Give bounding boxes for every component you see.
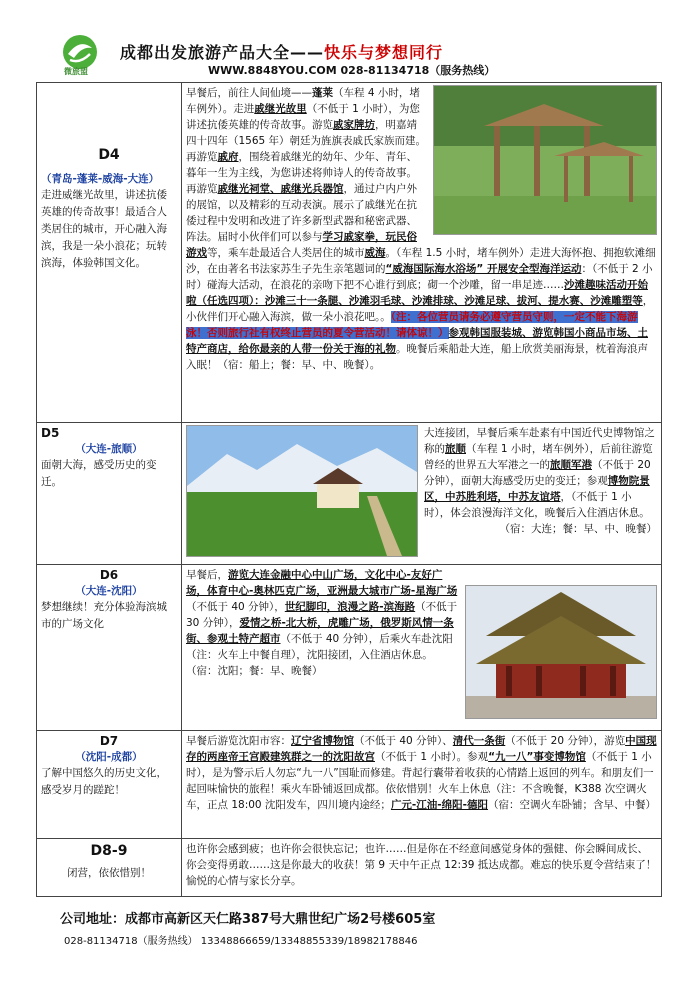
text-run: 也许你会感到疲；也许你会很快忘记；也许……但是你在不经意间感觉身体的强健、你会瞬间成长、你会变得勇敢……这是你最大的收获！第 9 天中午正点 12:39 抵达成都。难忘的快乐夏令营结束了！愉悦的心情与家长分享。 xyxy=(186,843,657,887)
place-binhai: 世纪脚印，浪漫之路-滨海路 xyxy=(284,601,416,613)
day-label: D7 xyxy=(99,734,119,748)
day-summary: 了解中国悠久的历史文化，感受岁月的蹉跎！ xyxy=(41,767,167,796)
text-run: ，通过户内户外的展馆，以及精彩的互动表演。展示了戚继光在抗倭过程中发明和改进了许多新型武器和秘密武器、阵法。届时小伙伴们可以参与 xyxy=(186,183,417,243)
place-bridge: 爱情之桥-北大桥，虎雕广场，俄罗斯风情一条街、参观土特产超市 xyxy=(186,617,454,645)
itinerary-table xyxy=(36,82,662,897)
activity-boxing: 学习戚家拳，玩民俗游戏 xyxy=(186,231,417,259)
text-run: 。（车程 1.5 小时，堵车例外）走进大海怀抱、拥抱软滩细沙，在由著名书法家苏生子先生亲笔题词的 xyxy=(186,247,656,275)
activity-beach: “威海国际海水浴场” 开展安全型海洋运动 xyxy=(385,263,582,275)
day-detail-cell xyxy=(182,731,662,839)
day-label: D4 xyxy=(98,147,120,163)
table-row xyxy=(37,839,662,897)
text-run: （不低于 30 分钟）， xyxy=(186,601,458,629)
day-route: （大连-旅顺） xyxy=(75,443,143,455)
text-run: （不低于 40 分钟）， xyxy=(186,601,285,613)
palace-photo xyxy=(465,585,657,719)
table-row xyxy=(37,565,662,731)
text-run: （不低于 1 小时），是为警示后人勿忘“九一八”国耻而修建。背起行囊带着收获的心情踏上返回的列车。和朋友们一起回味愉快的旅程！乘火车卧铺返回成都。依依惜别！火车上休息（注：不含晚餐，K388 次空调火车，正点 18:00 沈阳发车，四川境内途经； xyxy=(186,751,654,811)
table-row xyxy=(37,423,662,565)
text-run: 大连接团，早餐后乘车赴素有中国近代史博物馆之称的 xyxy=(424,427,655,455)
day-route: （沈阳-成都） xyxy=(75,751,143,763)
day-detail-cell xyxy=(182,565,662,731)
place-archway: 戚家牌坊 xyxy=(333,119,375,131)
day-label: D8-9 xyxy=(90,843,128,859)
text-run: （不低于 40 分钟）、 xyxy=(354,735,453,747)
train-route: 广元-江油-绵阳-德阳 xyxy=(390,799,489,811)
place-shrine: 戚继光祠堂、戚继光兵器馆 xyxy=(217,183,344,195)
text-run: ：（不低于 2 小时）碰海大活动，在浪花的亲吻下把不心谁行到底；砌一个沙雕，留一串足迹…… xyxy=(186,263,653,291)
text-run: 等，乘车赴最适合人类居住的城市 xyxy=(207,247,365,259)
day-summary: 梦想继续！充分体验海滨城市的广场文化 xyxy=(41,601,167,630)
day-detail-cell xyxy=(182,839,662,897)
day-route: （青岛-蓬莱-威海-大连） xyxy=(41,173,160,185)
safety-notice: （注：各位营员请务必遵守营员守则，一定不能下海游泳！否则旅行社有权终止营员的夏令营活动！请体谅！） xyxy=(186,311,638,339)
stay-info: （宿：大连；餐：早、中、晚餐） xyxy=(499,523,657,535)
place-squares: 游览大连金融中心中山广场，文化中心-友好广场，体育中心-奥林匹克广场，亚洲最大城市广场-星海广场 xyxy=(186,569,458,597)
page-header xyxy=(0,0,700,82)
place-port: 旅顺军港 xyxy=(550,459,592,471)
text-run: ，（不低于 1 小时），体会浪漫海洋文化，晚餐后入住酒店休息。 xyxy=(424,491,650,519)
day-detail-cell xyxy=(182,423,662,565)
place-qing-street: 清代一条街 xyxy=(452,735,506,747)
day-summary-cell xyxy=(37,839,182,897)
place-918-museum: “九一八”事变博物馆 xyxy=(488,751,586,763)
text-run: 早餐后游览沈阳市容： xyxy=(186,735,291,747)
text-run: ，明嘉靖四十四年（1565 年）朝廷为旌旗表戚氏家族而建。再游览 xyxy=(186,119,427,163)
text-run: 。晚餐后乘船赴大连，船上欣赏美丽海景，枕着海浪声入眠！（宿：船上；餐：早、中、晚餐）。 xyxy=(186,343,648,371)
text-run: （不低于 1 小时）。参观 xyxy=(375,751,489,763)
place-palace: 中国现存的两座帝王宫殿建筑群之一的沈阳故宫 xyxy=(186,735,657,763)
text-run: （车程 1 小时，堵车例外），后前往游览曾经的世界五大军港之一的 xyxy=(424,443,653,471)
page-title xyxy=(120,40,443,63)
table-row xyxy=(37,83,662,423)
day-summary-cell xyxy=(37,83,182,423)
text-run: （车程 4 小时，堵车例外）。走进 xyxy=(186,87,420,115)
place-lushun: 旅顺 xyxy=(445,443,466,455)
text-run: （不低于 40 分钟），后乘火车赴沈阳（注：火车上中餐自理），沈阳接团，入住酒店休息。 xyxy=(186,633,453,661)
landscape-photo xyxy=(186,425,418,557)
place-weihai: 威海 xyxy=(364,247,386,259)
day-summary: 面朝大海，感受历史的变迁。 xyxy=(41,459,157,488)
day-label: D5 xyxy=(41,426,60,440)
day-route: （大连-沈阳） xyxy=(75,585,143,597)
day-detail-cell xyxy=(182,83,662,423)
table-row xyxy=(37,731,662,839)
text-run: （不低于 20 分钟），面朝大海感受历史的变迁；参观 xyxy=(424,459,651,487)
company-phones: 028-81134718（服务热线） 13348866659/13348855339/18982178846 xyxy=(64,936,418,947)
text-run: （不低于 1 小时），为您讲述抗倭英雄的传奇故事。游览 xyxy=(186,103,420,131)
day-summary-cell xyxy=(37,565,182,731)
place-hometown: 戚继光故里 xyxy=(254,103,307,115)
day-summary-cell xyxy=(37,731,182,839)
stay-info: （宿：沈阳；餐：早、晚餐） xyxy=(186,665,323,677)
title-main: 成都出发旅游产品大全—— xyxy=(120,43,325,62)
text-run: ，围绕着戚继光的幼年、少年、青年、暮年一生为主线，为您讲述将帅诗人的传奇故事。再游览 xyxy=(186,151,417,195)
logo-text: 微旅盟 xyxy=(64,67,88,76)
activity-sand: 沙滩趣味活动开始啦（任选四项）：沙滩三十一条腿、沙滩羽毛球、沙滩排球、沙滩足球、拔河、提水赛、沙滩雕塑等 xyxy=(186,279,648,307)
text-run: ，小伙伴们开心融入海滨，做一朵小浪花吧。。 xyxy=(186,295,654,323)
place-liaoning-museum: 辽宁省博物馆 xyxy=(291,735,354,747)
text-run: 早餐后， xyxy=(186,569,228,581)
page-subtitle: WWW.8848YOU.COM 028-81134718（服务热线） xyxy=(208,64,496,77)
activity-shopping: 参观韩国服装城、游览韩国小商品市场、土特产商店，给你最亲的人带一份关于海的礼物 xyxy=(186,327,648,355)
day-label: D6 xyxy=(99,568,119,582)
text-run: （不低于 20 分钟），游览 xyxy=(505,735,626,747)
text-run: （宿：空调火车卧铺；含早、中餐） xyxy=(488,799,657,811)
day-summary-cell xyxy=(37,423,182,565)
pavilion-photo xyxy=(433,85,657,235)
title-slogan: 快乐与梦想同行 xyxy=(324,43,444,62)
place-penglai: 蓬莱 xyxy=(312,87,333,99)
place-residence: 戚府 xyxy=(217,151,239,163)
text-run: 早餐后，前往人间仙境—— xyxy=(186,87,312,99)
day-summary: 闭营，依依惜别！ xyxy=(67,867,151,879)
place-museum: 博物院景区，中苏胜利塔，中苏友谊塔 xyxy=(424,475,650,503)
day-summary: 走进威继光故里，讲述抗倭英雄的传奇故事！最适合人类居住的城市，开心融入海滨，我是一朵小浪花；玩转滨海，体验韩国文化。 xyxy=(41,189,167,269)
company-address: 公司地址：成都市高新区天仁路387号大鼎世纪广场2号楼605室 xyxy=(60,912,436,927)
